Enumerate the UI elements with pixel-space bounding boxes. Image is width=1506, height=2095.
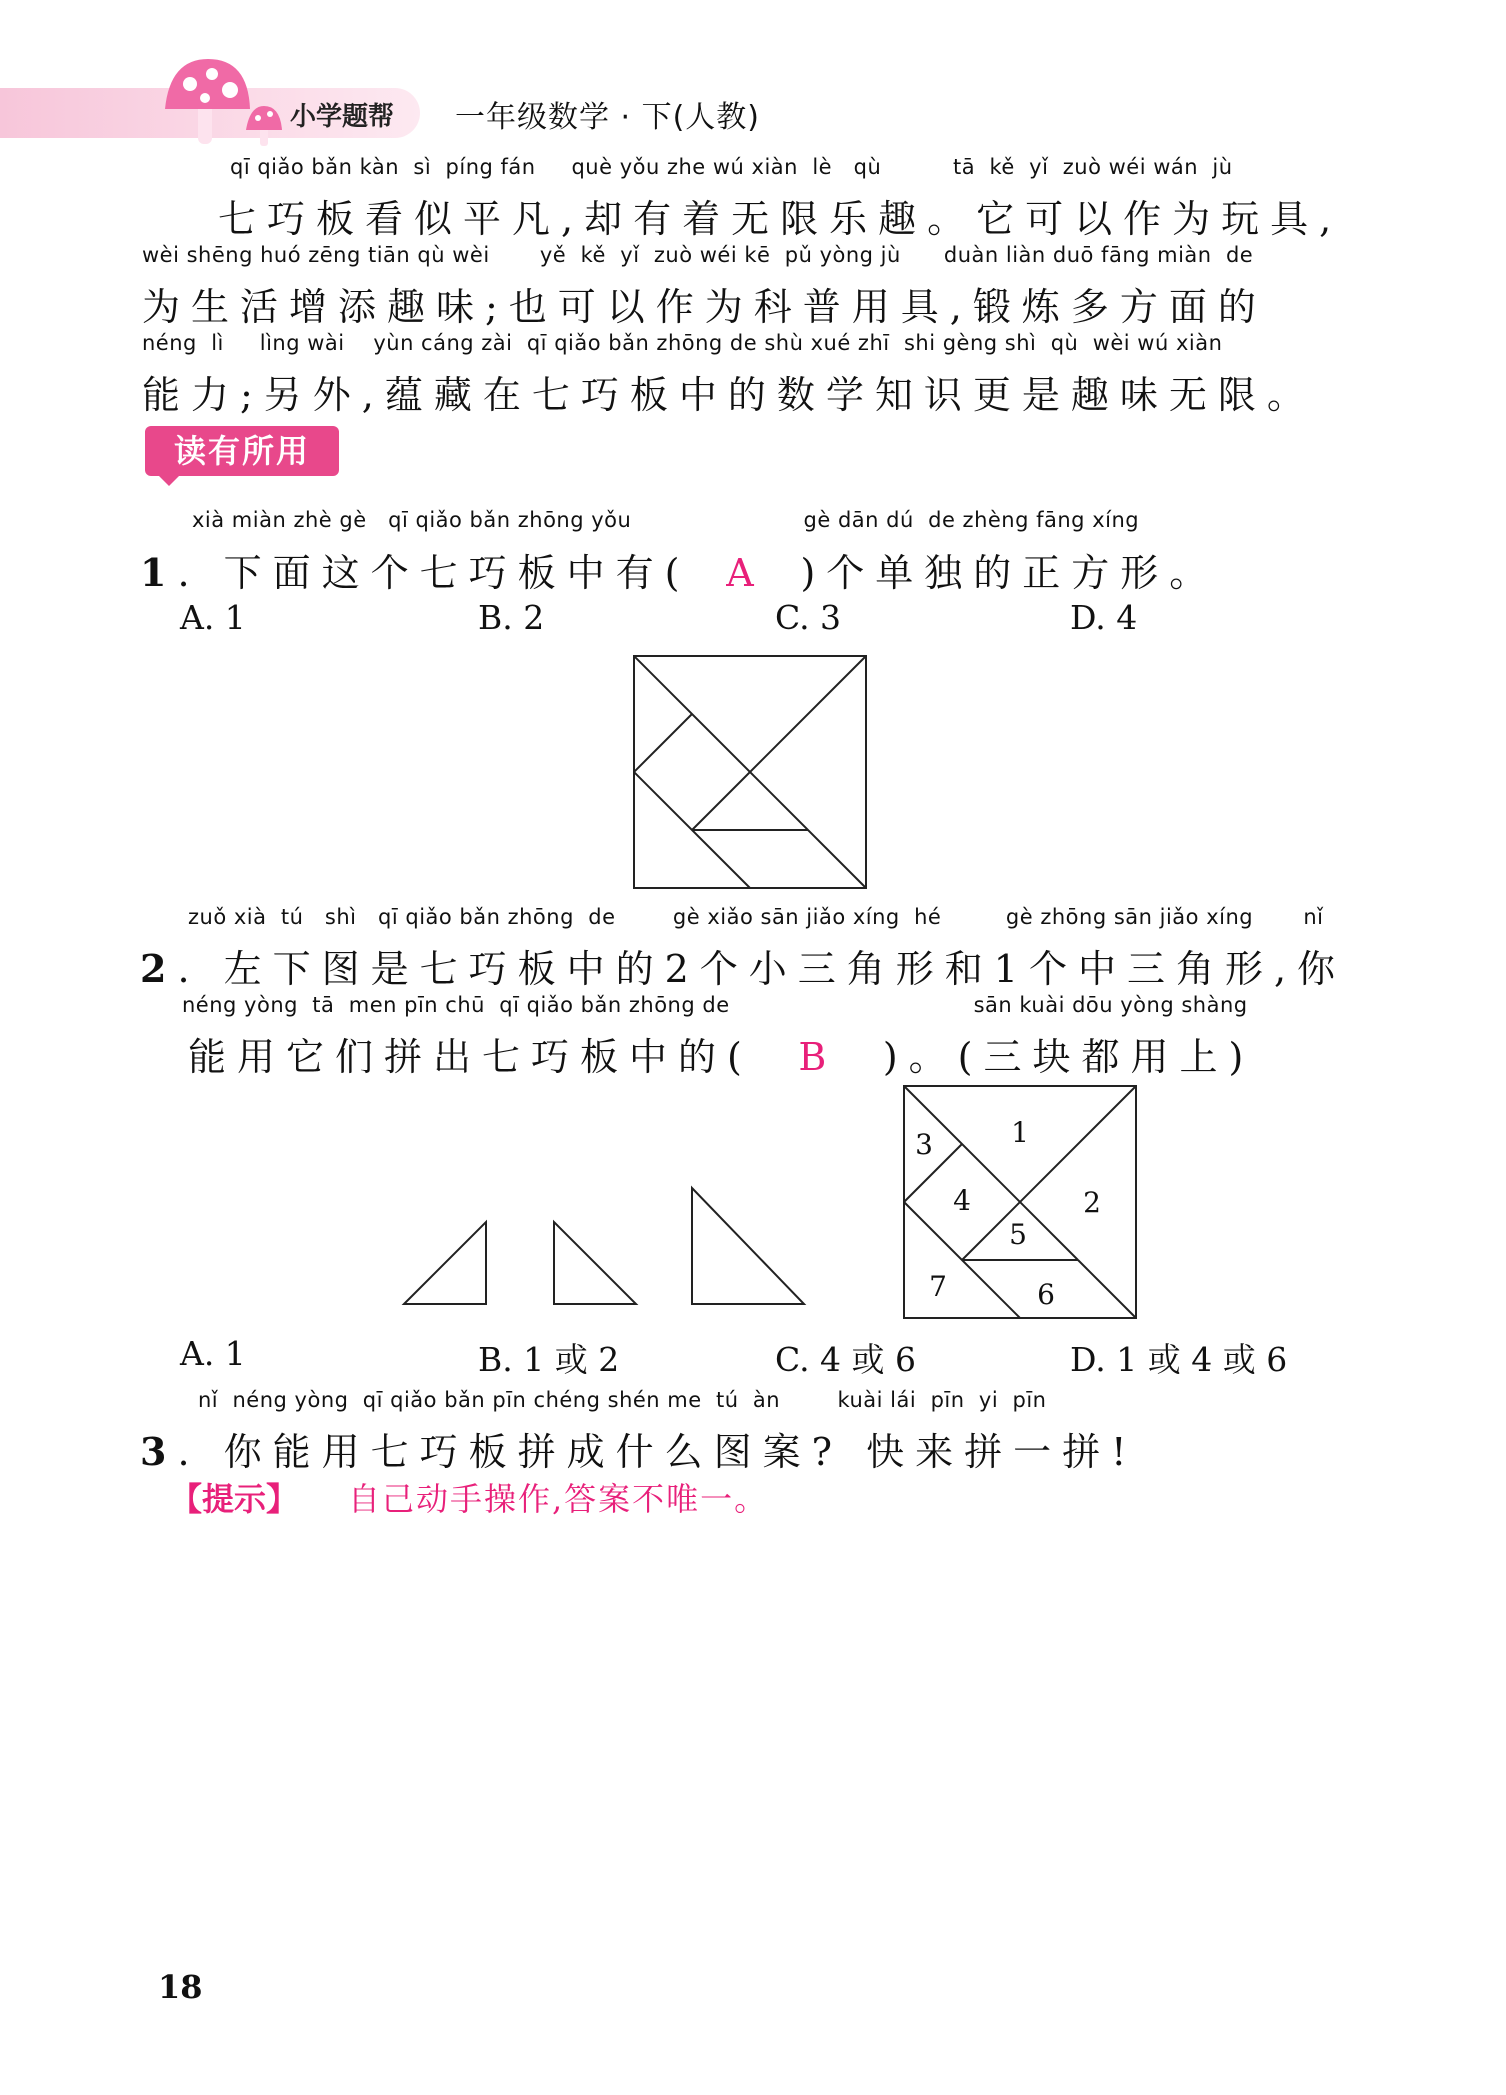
hint-text: 自己动手操作,答案不唯一。 — [348, 1480, 769, 1518]
piece-label-5: 5 — [1009, 1218, 1027, 1251]
tangram-line — [1078, 1260, 1136, 1318]
small-triangle-2 — [554, 1222, 636, 1304]
q2-pinyin-1: zuǒ xià tú shì qī qiǎo bǎn zhōng de gè xiǎo sān jiǎo xíng hé gè zhōng sān jiǎo xíng nǐ — [188, 905, 1324, 929]
q2-option-a: A. 1 — [180, 1334, 246, 1373]
q1-option-b: B. 2 — [478, 598, 545, 637]
q1-text-before: . 下面这个七巧板中有( — [177, 551, 691, 595]
tangram-line — [634, 714, 692, 772]
intro-line-3: 能力;另外,蕴藏在七巧板中的数学知识更是趣味无限。 — [142, 373, 1316, 417]
q1-answer: A — [726, 551, 765, 595]
tangram-figure-q1 — [630, 652, 870, 892]
piece-label-2: 2 — [1083, 1186, 1101, 1219]
q2-text-before: 能用它们拼出七巧板中的( — [188, 1035, 753, 1079]
intro-pinyin-3: néng lì lìng wài yùn cáng zài qī qiǎo bǎn zhōng de shù xué zhī shi gèng shì qù wèi wú xiàn — [142, 331, 1223, 355]
q1-option-c: C. 3 — [775, 598, 842, 637]
q2-line-1 — [140, 938, 1346, 993]
brand-name: 小学题帮 — [290, 102, 395, 132]
intro-pinyin-2: wèi shēng huó zēng tiān qù wèi yě kě yǐ zuò wéi kē pǔ yòng jù duàn liàn duō fāng miàn de — [142, 243, 1254, 267]
q2-answer: B — [798, 1035, 838, 1079]
book-title: 一年级数学 · 下(人教) — [455, 100, 761, 135]
intro-line-1: 七巧板看似平凡,却有着无限乐趣。它可以作为玩具, — [218, 197, 1343, 241]
q2-option-b: B. 1 或 2 — [478, 1340, 620, 1379]
piece-label-1: 1 — [1011, 1116, 1029, 1149]
q3-pinyin: nǐ néng yòng qī qiǎo bǎn pīn chéng shén me tú àn kuài lái pīn yi pīn — [198, 1388, 1047, 1412]
intro-line-2: 为生活增添趣味;也可以作为科普用具,锻炼多方面的 — [142, 285, 1267, 329]
tangram-line — [962, 1086, 1136, 1260]
q3-number: 3 — [140, 1429, 178, 1474]
three-triangles-figure — [400, 1180, 820, 1310]
tangram-line — [692, 656, 866, 830]
intro-pinyin-1: qī qiǎo bǎn kàn sì píng fán què yǒu zhe wú xiàn lè qù tā kě yǐ zuò wéi wán jù — [230, 155, 1233, 179]
section-tag: 读有所用 — [145, 426, 339, 476]
piece-label-6: 6 — [1037, 1278, 1055, 1311]
q2-text-after: )。(三块都用上) — [882, 1035, 1255, 1079]
q3-text: . 你能用七巧板拼成什么图案? 快来拼一拼! — [177, 1430, 1138, 1474]
medium-triangle — [692, 1188, 804, 1304]
q2-option-c: C. 4 或 6 — [775, 1340, 917, 1379]
q1-option-d: D. 4 — [1070, 598, 1138, 637]
piece-label-3: 3 — [915, 1128, 933, 1161]
q1-stem — [140, 542, 1218, 597]
q1-text-after: )个单独的正方形。 — [800, 551, 1219, 595]
hint-label: 【提示】 — [170, 1480, 299, 1518]
q3-stem — [140, 1421, 1137, 1476]
q1-number: 1 — [140, 550, 178, 595]
small-triangle-1 — [404, 1222, 486, 1304]
q2-line-2 — [188, 1026, 1254, 1081]
q2-option-d: D. 1 或 4 或 6 — [1070, 1340, 1288, 1379]
mushroom-icon — [160, 54, 290, 154]
piece-label-4: 4 — [953, 1184, 971, 1217]
page-number: 18 — [158, 1968, 203, 2006]
numbered-tangram-figure — [900, 1082, 1140, 1322]
q2-pinyin-2: néng yòng tā men pīn chū qī qiǎo bǎn zhōng de sān kuài dōu yòng shàng — [182, 993, 1248, 1017]
tangram-line — [904, 1086, 1078, 1260]
q2-text-line1: . 左下图是七巧板中的2个小三角形和1个中三角形,你 — [177, 947, 1347, 991]
q2-number: 2 — [140, 946, 178, 991]
piece-label-7: 7 — [929, 1270, 947, 1303]
q1-option-a: A. 1 — [180, 598, 246, 637]
q1-pinyin: xià miàn zhè gè qī qiǎo bǎn zhōng yǒu gè dān dú de zhèng fāng xíng — [192, 508, 1140, 532]
